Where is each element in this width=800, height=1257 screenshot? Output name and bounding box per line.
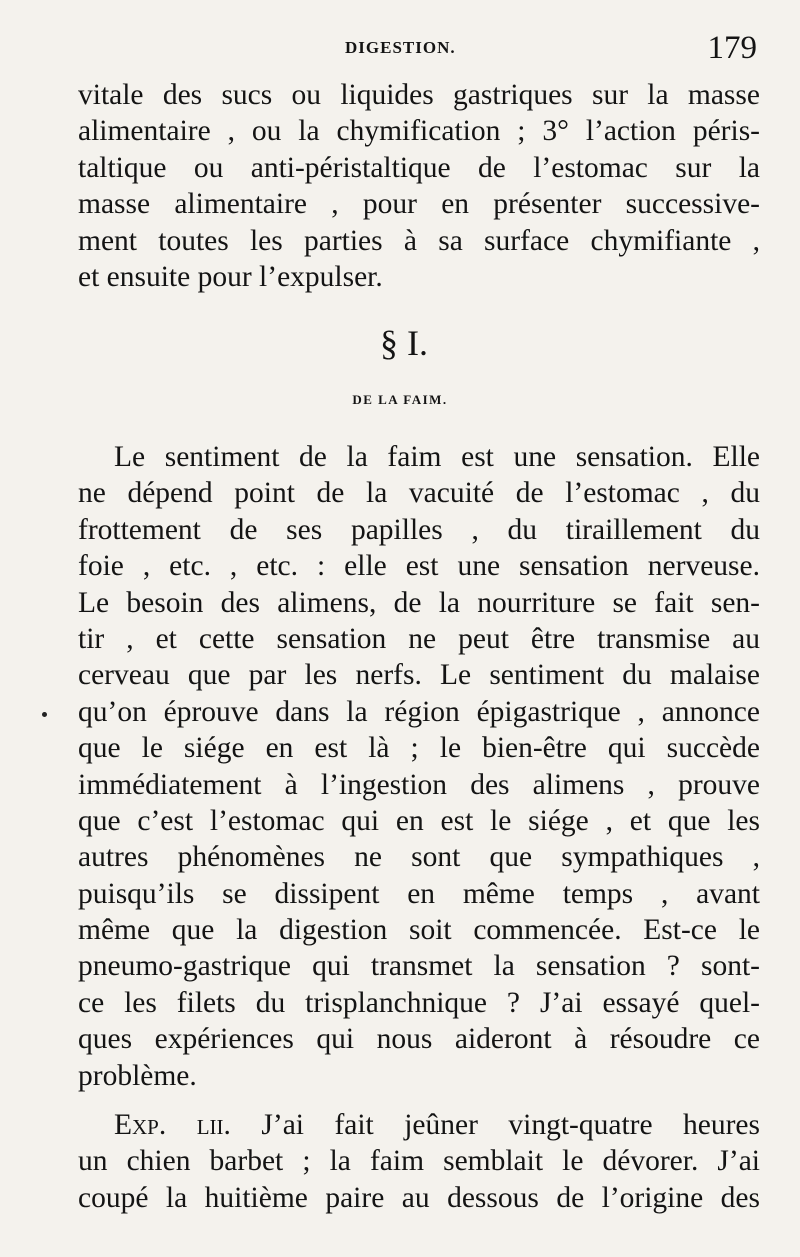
page-number: 179 <box>707 30 757 66</box>
text-line: que c’est l’estomac qui en est le siége , et que les <box>78 804 760 837</box>
text-line: Le sentiment de la faim est une sensation. Elle <box>114 441 760 473</box>
experiment-first-line-text: J’ai fait jeûner vingt-quatre heures <box>261 1109 761 1141</box>
text-line: problème. <box>78 1059 197 1092</box>
text-line: ne dépend point de la vacuité de l’estomac , du <box>78 477 760 510</box>
section-subtitle: DE LA FAIM. <box>352 392 448 407</box>
experiment-label: Exp. <box>114 1109 167 1141</box>
running-head-title: DIGESTION. <box>345 38 456 57</box>
experiment-first-line <box>78 1107 760 1143</box>
text-line: ment toutes les parties à sa surface chymifiante , <box>78 224 760 257</box>
section-heading: § I. <box>380 323 428 363</box>
text-line: que le siége en est là ; le bien-être qui succède <box>78 732 760 765</box>
text-line: frottement de ses papilles , du tiraillement du <box>78 513 760 546</box>
text-line: pneumo-gastrique qui transmet la sensation ? sont- <box>78 950 760 983</box>
text-line: ce les filets du trisplanchnique ? J’ai essayé quel- <box>78 986 760 1019</box>
text-line: vitale des sucs ou liquides gastriques sur la masse <box>78 79 760 111</box>
running-head <box>0 30 800 70</box>
main-paragraph <box>78 439 760 1094</box>
text-line: ques expériences qui nous aideront à résoudre ce <box>78 1023 760 1056</box>
text-line: alimentaire , ou la chymification ; 3° l’action péris- <box>78 115 760 148</box>
text-line: même que la digestion soit commencée. Est-ce le <box>78 914 760 947</box>
text-line: qu’on éprouve dans la région épigastrique , annonce <box>78 695 760 728</box>
continued-paragraph <box>78 77 760 295</box>
text-line: un chien barbet ; la faim semblait le dévorer. J’ai <box>78 1145 760 1178</box>
text-line: masse alimentaire , pour en présenter successive- <box>78 188 760 221</box>
text-line: immédiatement à l’ingestion des alimens , prouve <box>78 768 760 801</box>
text-line: puisqu’ils se dissipent en même temps , avant <box>78 877 760 910</box>
experiment-paragraph <box>78 1107 760 1216</box>
text-line: foie , etc. , etc. : elle est une sensation nerveuse. <box>78 550 760 583</box>
text-line: et ensuite pour l’expulser. <box>78 260 383 293</box>
text-line: taltique ou anti-péristaltique de l’estomac sur la <box>78 151 760 184</box>
text-line: tir , et cette sensation ne peut être transmise au <box>78 622 760 655</box>
ink-speck <box>42 712 47 717</box>
text-line: coupé la huitième paire au dessous de l’origine des <box>78 1181 760 1214</box>
text-line: autres phénomènes ne sont que sympathiques , <box>78 841 760 874</box>
experiment-number: lii. <box>196 1109 231 1141</box>
text-line: cerveau que par les nerfs. Le sentiment du malaise <box>78 659 760 692</box>
text-line: Le besoin des alimens, de la nourriture se fait sen- <box>78 586 760 619</box>
